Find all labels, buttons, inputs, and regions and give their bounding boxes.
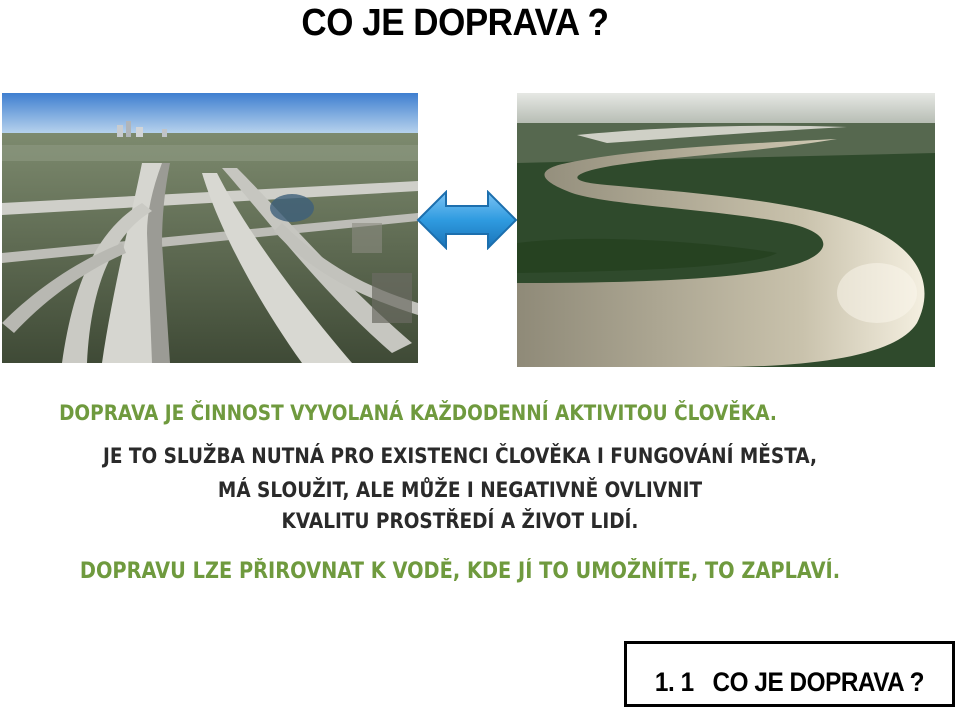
highway-photo: [2, 93, 418, 363]
section-label-box: [624, 641, 955, 707]
description-line-1: JE TO SLUŽBA NUTNÁ PRO EXISTENCI ČLOVĚKA I FUNGOVÁNÍ MĚSTA,: [102, 444, 818, 468]
river-photo: [517, 93, 935, 367]
description-line-2: MÁ SLOUŽIT, ALE MŮŽE I NEGATIVNĚ OVLIVNIT: [217, 478, 703, 502]
section-label: 1. 1 CO JE DOPRAVA ?: [654, 667, 925, 697]
slide-title: CO JE DOPRAVA ?: [301, 2, 609, 44]
definition-line: DOPRAVA JE ČINNOST VYVOLANÁ KAŽDODENNÍ AKTIVITOU ČLOVĚKA.: [59, 401, 777, 425]
double-arrow-icon: [416, 190, 518, 250]
comparison-line: DOPRAVU LZE PŘIROVNAT K VODĚ, KDE JÍ TO UMOŽNÍTE, TO ZAPLAVÍ.: [79, 559, 841, 584]
description-line-3: KVALITU PROSTŘEDÍ A ŽIVOT LIDÍ.: [281, 509, 639, 533]
